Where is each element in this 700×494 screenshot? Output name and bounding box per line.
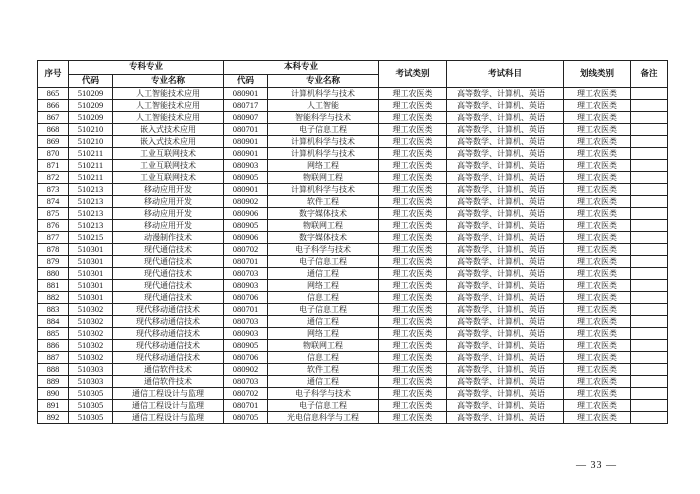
zhuanke-code-cell: 510211	[69, 172, 113, 184]
remark-cell	[631, 340, 668, 352]
row-number-cell: 877	[38, 232, 69, 244]
benke-name-cell: 电子信息工程	[268, 304, 379, 316]
line-category-cell: 理工农医类	[564, 364, 631, 376]
line-category-cell: 理工农医类	[564, 412, 631, 424]
row-number-cell: 872	[38, 172, 69, 184]
exam-category-cell: 理工农医类	[379, 256, 447, 268]
zhuanke-code-cell: 510209	[69, 100, 113, 112]
table-row	[38, 304, 668, 316]
benke-code-cell: 080703	[224, 316, 268, 328]
zhuanke-code-cell: 510210	[69, 124, 113, 136]
row-number-cell: 875	[38, 208, 69, 220]
remark-cell	[631, 172, 668, 184]
exam-subjects-cell: 高等数学、计算机、英语	[447, 172, 564, 184]
exam-subjects-cell: 高等数学、计算机、英语	[447, 292, 564, 304]
benke-name-cell: 计算机科学与技术	[268, 136, 379, 148]
line-category-cell: 理工农医类	[564, 292, 631, 304]
exam-category-cell: 理工农医类	[379, 304, 447, 316]
remark-cell	[631, 256, 668, 268]
benke-code-cell: 080903	[224, 328, 268, 340]
remark-cell	[631, 268, 668, 280]
exam-category-cell: 理工农医类	[379, 268, 447, 280]
row-number-cell: 876	[38, 220, 69, 232]
benke-code-cell: 080703	[224, 268, 268, 280]
row-number-cell: 866	[38, 100, 69, 112]
benke-code-cell: 080902	[224, 364, 268, 376]
zhuanke-name-cell: 通信软件技术	[113, 376, 224, 388]
line-category-cell: 理工农医类	[564, 352, 631, 364]
exam-category-cell: 理工农医类	[379, 292, 447, 304]
exam-subjects-cell: 高等数学、计算机、英语	[447, 280, 564, 292]
zhuanke-code-cell: 510301	[69, 292, 113, 304]
exam-subjects-cell: 高等数学、计算机、英语	[447, 340, 564, 352]
zhuanke-code-cell: 510302	[69, 340, 113, 352]
exam-category-cell: 理工农医类	[379, 172, 447, 184]
table-row	[38, 124, 668, 136]
zhuanke-name-cell: 移动应用开发	[113, 196, 224, 208]
benke-code-cell: 080905	[224, 172, 268, 184]
row-number-cell: 886	[38, 340, 69, 352]
line-category-cell: 理工农医类	[564, 112, 631, 124]
row-number-cell: 882	[38, 292, 69, 304]
line-category-cell: 理工农医类	[564, 316, 631, 328]
benke-name-cell: 网络工程	[268, 328, 379, 340]
line-category-cell: 理工农医类	[564, 160, 631, 172]
benke-name-cell: 计算机科学与技术	[268, 148, 379, 160]
zhuanke-name-cell: 现代通信技术	[113, 280, 224, 292]
row-number-cell: 878	[38, 244, 69, 256]
zhuanke-code-cell: 510209	[69, 88, 113, 100]
line-category-cell: 理工农医类	[564, 256, 631, 268]
zhuanke-name-cell: 通信软件技术	[113, 364, 224, 376]
benke-name-cell: 通信工程	[268, 316, 379, 328]
zhuanke-name-cell: 人工智能技术应用	[113, 100, 224, 112]
zhuanke-name-cell: 人工智能技术应用	[113, 88, 224, 100]
row-number-cell: 891	[38, 400, 69, 412]
row-number-cell: 874	[38, 196, 69, 208]
table-row	[38, 340, 668, 352]
benke-name-cell: 通信工程	[268, 376, 379, 388]
table-row	[38, 292, 668, 304]
zhuanke-name-cell: 现代移动通信技术	[113, 316, 224, 328]
exam-category-cell: 理工农医类	[379, 100, 447, 112]
table-body	[38, 88, 668, 424]
row-number-cell: 865	[38, 88, 69, 100]
table-row	[38, 160, 668, 172]
benke-code-cell: 080901	[224, 136, 268, 148]
table-row	[38, 280, 668, 292]
remark-cell	[631, 400, 668, 412]
zhuanke-name-cell: 现代通信技术	[113, 292, 224, 304]
majors-table	[37, 60, 668, 424]
exam-subjects-cell: 高等数学、计算机、英语	[447, 400, 564, 412]
exam-subjects-cell: 高等数学、计算机、英语	[447, 244, 564, 256]
zhuanke-code-cell: 510305	[69, 400, 113, 412]
zhuanke-name-cell: 通信工程设计与监理	[113, 388, 224, 400]
zhuanke-name-cell: 现代通信技术	[113, 268, 224, 280]
header-benke: 本科专业	[224, 61, 379, 75]
exam-category-cell: 理工农医类	[379, 280, 447, 292]
line-category-cell: 理工农医类	[564, 232, 631, 244]
exam-subjects-cell: 高等数学、计算机、英语	[447, 304, 564, 316]
table-row	[38, 88, 668, 100]
row-number-cell: 879	[38, 256, 69, 268]
benke-name-cell: 数字媒体技术	[268, 232, 379, 244]
benke-name-cell: 电子信息工程	[268, 400, 379, 412]
benke-name-cell: 电子科学与技术	[268, 388, 379, 400]
benke-code-cell: 080701	[224, 124, 268, 136]
line-category-cell: 理工农医类	[564, 280, 631, 292]
remark-cell	[631, 244, 668, 256]
line-category-cell: 理工农医类	[564, 340, 631, 352]
benke-code-cell: 080903	[224, 280, 268, 292]
exam-subjects-cell: 高等数学、计算机、英语	[447, 136, 564, 148]
header-exam-category: 考试类别	[379, 61, 447, 88]
table-row	[38, 400, 668, 412]
remark-cell	[631, 220, 668, 232]
exam-category-cell: 理工农医类	[379, 244, 447, 256]
zhuanke-code-cell: 510301	[69, 244, 113, 256]
zhuanke-name-cell: 现代移动通信技术	[113, 352, 224, 364]
zhuanke-name-cell: 通信工程设计与监理	[113, 400, 224, 412]
remark-cell	[631, 316, 668, 328]
table-row	[38, 112, 668, 124]
header-zhuanke: 专科专业	[69, 61, 224, 75]
header-remarks: 备注	[631, 61, 668, 88]
exam-category-cell: 理工农医类	[379, 400, 447, 412]
table-row	[38, 388, 668, 400]
benke-name-cell: 计算机科学与技术	[268, 184, 379, 196]
zhuanke-code-cell: 510210	[69, 136, 113, 148]
page-number: — 33 —	[576, 460, 617, 471]
header-seq: 序号	[38, 61, 69, 88]
table-row	[38, 256, 668, 268]
row-number-cell: 884	[38, 316, 69, 328]
exam-subjects-cell: 高等数学、计算机、英语	[447, 112, 564, 124]
row-number-cell: 867	[38, 112, 69, 124]
zhuanke-name-cell: 人工智能技术应用	[113, 112, 224, 124]
line-category-cell: 理工农医类	[564, 172, 631, 184]
zhuanke-code-cell: 510302	[69, 352, 113, 364]
exam-subjects-cell: 高等数学、计算机、英语	[447, 388, 564, 400]
exam-category-cell: 理工农医类	[379, 316, 447, 328]
zhuanke-code-cell: 510301	[69, 256, 113, 268]
benke-code-cell: 080903	[224, 160, 268, 172]
zhuanke-code-cell: 510305	[69, 388, 113, 400]
header-zhuanke-code: 代码	[69, 75, 113, 88]
benke-name-cell: 物联网工程	[268, 172, 379, 184]
benke-code-cell: 080906	[224, 232, 268, 244]
line-category-cell: 理工农医类	[564, 184, 631, 196]
benke-code-cell: 080705	[224, 412, 268, 424]
line-category-cell: 理工农医类	[564, 328, 631, 340]
zhuanke-code-cell: 510213	[69, 196, 113, 208]
benke-name-cell: 网络工程	[268, 160, 379, 172]
benke-name-cell: 电子信息工程	[268, 124, 379, 136]
benke-name-cell: 信息工程	[268, 292, 379, 304]
remark-cell	[631, 328, 668, 340]
exam-category-cell: 理工农医类	[379, 196, 447, 208]
exam-category-cell: 理工农医类	[379, 352, 447, 364]
zhuanke-name-cell: 工业互联网技术	[113, 172, 224, 184]
zhuanke-code-cell: 510302	[69, 316, 113, 328]
table-row	[38, 316, 668, 328]
row-number-cell: 885	[38, 328, 69, 340]
line-category-cell: 理工农医类	[564, 124, 631, 136]
row-number-cell: 868	[38, 124, 69, 136]
zhuanke-name-cell: 通信工程设计与监理	[113, 412, 224, 424]
table-row	[38, 412, 668, 424]
exam-subjects-cell: 高等数学、计算机、英语	[447, 256, 564, 268]
header-exam-subjects: 考试科目	[447, 61, 564, 88]
table-row	[38, 232, 668, 244]
remark-cell	[631, 136, 668, 148]
line-category-cell: 理工农医类	[564, 196, 631, 208]
header-line-category: 划线类别	[564, 61, 631, 88]
exam-subjects-cell: 高等数学、计算机、英语	[447, 364, 564, 376]
row-number-cell: 887	[38, 352, 69, 364]
benke-code-cell: 080701	[224, 304, 268, 316]
benke-code-cell: 080703	[224, 376, 268, 388]
line-category-cell: 理工农医类	[564, 268, 631, 280]
zhuanke-name-cell: 移动应用开发	[113, 220, 224, 232]
zhuanke-name-cell: 嵌入式技术应用	[113, 124, 224, 136]
exam-subjects-cell: 高等数学、计算机、英语	[447, 220, 564, 232]
benke-name-cell: 通信工程	[268, 268, 379, 280]
remark-cell	[631, 280, 668, 292]
zhuanke-code-cell: 510303	[69, 376, 113, 388]
benke-name-cell: 光电信息科学与工程	[268, 412, 379, 424]
benke-code-cell: 080701	[224, 400, 268, 412]
benke-code-cell: 080905	[224, 340, 268, 352]
remark-cell	[631, 388, 668, 400]
remark-cell	[631, 352, 668, 364]
table-row	[38, 220, 668, 232]
header-benke-code: 代码	[224, 75, 268, 88]
zhuanke-name-cell: 现代移动通信技术	[113, 304, 224, 316]
zhuanke-code-cell: 510213	[69, 184, 113, 196]
benke-name-cell: 软件工程	[268, 196, 379, 208]
line-category-cell: 理工农医类	[564, 388, 631, 400]
zhuanke-code-cell: 510209	[69, 112, 113, 124]
benke-code-cell: 080701	[224, 256, 268, 268]
zhuanke-name-cell: 工业互联网技术	[113, 148, 224, 160]
benke-code-cell: 080901	[224, 88, 268, 100]
benke-name-cell: 物联网工程	[268, 220, 379, 232]
row-number-cell: 880	[38, 268, 69, 280]
benke-code-cell: 080905	[224, 220, 268, 232]
zhuanke-code-cell: 510303	[69, 364, 113, 376]
table-row	[38, 244, 668, 256]
exam-subjects-cell: 高等数学、计算机、英语	[447, 316, 564, 328]
exam-category-cell: 理工农医类	[379, 124, 447, 136]
exam-category-cell: 理工农医类	[379, 148, 447, 160]
zhuanke-code-cell: 510301	[69, 280, 113, 292]
exam-subjects-cell: 高等数学、计算机、英语	[447, 196, 564, 208]
benke-name-cell: 信息工程	[268, 352, 379, 364]
benke-code-cell: 080702	[224, 388, 268, 400]
exam-subjects-cell: 高等数学、计算机、英语	[447, 124, 564, 136]
remark-cell	[631, 124, 668, 136]
benke-code-cell: 080902	[224, 196, 268, 208]
exam-subjects-cell: 高等数学、计算机、英语	[447, 148, 564, 160]
zhuanke-name-cell: 嵌入式技术应用	[113, 136, 224, 148]
table-header	[38, 61, 668, 88]
zhuanke-code-cell: 510215	[69, 232, 113, 244]
zhuanke-code-cell: 510305	[69, 412, 113, 424]
remark-cell	[631, 412, 668, 424]
zhuanke-code-cell: 510302	[69, 328, 113, 340]
exam-category-cell: 理工农医类	[379, 412, 447, 424]
exam-category-cell: 理工农医类	[379, 208, 447, 220]
line-category-cell: 理工农医类	[564, 136, 631, 148]
benke-code-cell: 080706	[224, 292, 268, 304]
zhuanke-name-cell: 动漫制作技术	[113, 232, 224, 244]
exam-category-cell: 理工农医类	[379, 88, 447, 100]
exam-category-cell: 理工农医类	[379, 160, 447, 172]
row-number-cell: 869	[38, 136, 69, 148]
table-row	[38, 352, 668, 364]
exam-category-cell: 理工农医类	[379, 364, 447, 376]
benke-code-cell: 080901	[224, 184, 268, 196]
remark-cell	[631, 232, 668, 244]
exam-subjects-cell: 高等数学、计算机、英语	[447, 412, 564, 424]
exam-category-cell: 理工农医类	[379, 340, 447, 352]
benke-name-cell: 计算机科学与技术	[268, 88, 379, 100]
table-row	[38, 208, 668, 220]
remark-cell	[631, 160, 668, 172]
remark-cell	[631, 304, 668, 316]
line-category-cell: 理工农医类	[564, 208, 631, 220]
table-row	[38, 100, 668, 112]
exam-category-cell: 理工农医类	[379, 220, 447, 232]
benke-code-cell: 080706	[224, 352, 268, 364]
row-number-cell: 870	[38, 148, 69, 160]
remark-cell	[631, 292, 668, 304]
exam-subjects-cell: 高等数学、计算机、英语	[447, 376, 564, 388]
zhuanke-name-cell: 现代通信技术	[113, 256, 224, 268]
exam-subjects-cell: 高等数学、计算机、英语	[447, 328, 564, 340]
line-category-cell: 理工农医类	[564, 244, 631, 256]
remark-cell	[631, 112, 668, 124]
exam-subjects-cell: 高等数学、计算机、英语	[447, 232, 564, 244]
exam-category-cell: 理工农医类	[379, 112, 447, 124]
benke-name-cell: 人工智能	[268, 100, 379, 112]
zhuanke-code-cell: 510211	[69, 160, 113, 172]
exam-category-cell: 理工农医类	[379, 184, 447, 196]
table-row	[38, 196, 668, 208]
zhuanke-name-cell: 现代移动通信技术	[113, 328, 224, 340]
row-number-cell: 873	[38, 184, 69, 196]
row-number-cell: 871	[38, 160, 69, 172]
row-number-cell: 881	[38, 280, 69, 292]
remark-cell	[631, 88, 668, 100]
line-category-cell: 理工农医类	[564, 88, 631, 100]
zhuanke-name-cell: 移动应用开发	[113, 184, 224, 196]
header-benke-name: 专业名称	[268, 75, 379, 88]
line-category-cell: 理工农医类	[564, 400, 631, 412]
benke-code-cell: 080901	[224, 148, 268, 160]
remark-cell	[631, 364, 668, 376]
exam-subjects-cell: 高等数学、计算机、英语	[447, 208, 564, 220]
zhuanke-code-cell: 510213	[69, 220, 113, 232]
row-number-cell: 888	[38, 364, 69, 376]
zhuanke-code-cell: 510301	[69, 268, 113, 280]
row-number-cell: 883	[38, 304, 69, 316]
benke-name-cell: 软件工程	[268, 364, 379, 376]
row-number-cell: 892	[38, 412, 69, 424]
zhuanke-code-cell: 510211	[69, 148, 113, 160]
zhuanke-code-cell: 510302	[69, 304, 113, 316]
zhuanke-name-cell: 移动应用开发	[113, 208, 224, 220]
row-number-cell: 889	[38, 376, 69, 388]
header-zhuanke-name: 专业名称	[113, 75, 224, 88]
line-category-cell: 理工农医类	[564, 148, 631, 160]
benke-name-cell: 智能科学与技术	[268, 112, 379, 124]
table-row	[38, 172, 668, 184]
remark-cell	[631, 184, 668, 196]
line-category-cell: 理工农医类	[564, 304, 631, 316]
zhuanke-name-cell: 现代通信技术	[113, 244, 224, 256]
benke-code-cell: 080906	[224, 208, 268, 220]
benke-name-cell: 物联网工程	[268, 340, 379, 352]
exam-category-cell: 理工农医类	[379, 388, 447, 400]
row-number-cell: 890	[38, 388, 69, 400]
zhuanke-name-cell: 工业互联网技术	[113, 160, 224, 172]
remark-cell	[631, 208, 668, 220]
exam-category-cell: 理工农医类	[379, 328, 447, 340]
benke-name-cell: 数字媒体技术	[268, 208, 379, 220]
line-category-cell: 理工农医类	[564, 376, 631, 388]
benke-name-cell: 电子科学与技术	[268, 244, 379, 256]
zhuanke-code-cell: 510213	[69, 208, 113, 220]
exam-subjects-cell: 高等数学、计算机、英语	[447, 352, 564, 364]
table-row	[38, 376, 668, 388]
exam-subjects-cell: 高等数学、计算机、英语	[447, 160, 564, 172]
exam-category-cell: 理工农医类	[379, 376, 447, 388]
exam-subjects-cell: 高等数学、计算机、英语	[447, 184, 564, 196]
exam-category-cell: 理工农医类	[379, 136, 447, 148]
remark-cell	[631, 376, 668, 388]
benke-code-cell: 080717	[224, 100, 268, 112]
remark-cell	[631, 100, 668, 112]
table-row	[38, 136, 668, 148]
exam-category-cell: 理工农医类	[379, 232, 447, 244]
exam-subjects-cell: 高等数学、计算机、英语	[447, 100, 564, 112]
table-row	[38, 364, 668, 376]
exam-subjects-cell: 高等数学、计算机、英语	[447, 268, 564, 280]
zhuanke-name-cell: 现代移动通信技术	[113, 340, 224, 352]
table-row	[38, 268, 668, 280]
table-row	[38, 328, 668, 340]
remark-cell	[631, 148, 668, 160]
table-row	[38, 184, 668, 196]
benke-name-cell: 电子信息工程	[268, 256, 379, 268]
table-row	[38, 148, 668, 160]
line-category-cell: 理工农医类	[564, 220, 631, 232]
exam-subjects-cell: 高等数学、计算机、英语	[447, 88, 564, 100]
benke-code-cell: 080702	[224, 244, 268, 256]
benke-name-cell: 网络工程	[268, 280, 379, 292]
remark-cell	[631, 196, 668, 208]
benke-code-cell: 080907	[224, 112, 268, 124]
line-category-cell: 理工农医类	[564, 100, 631, 112]
